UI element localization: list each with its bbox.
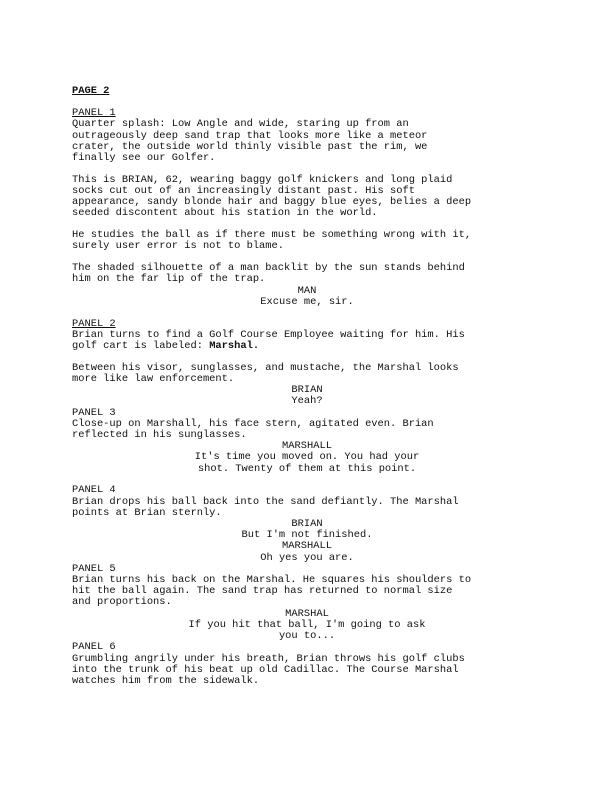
panel-4-label: PANEL 4	[72, 484, 116, 497]
panel-1-character-intro: This is BRIAN, 62, wearing baggy golf knickers and long plaid socks cut out of an increasingly distant past. His soft appearance, sandy blonde hair and baggy blue eyes, belies a deep seeded discontent about his station in the world.	[72, 173, 472, 220]
panel-1-action: He studies the ball as if there must be something wrong with it, surely user error is not to blame.	[72, 229, 472, 253]
panel-6-label: PANEL 6	[72, 641, 116, 654]
panel-3-label: PANEL 3	[72, 406, 116, 419]
panel-2-description	[72, 330, 542, 352]
panel-3-description: Close-up on Marshall, his face stern, agitated even. Brian reflected in his sunglasses.	[72, 417, 434, 442]
panel-5-label: PANEL 5	[72, 562, 116, 575]
panel-1-label: PANEL 1	[72, 107, 116, 120]
panel-2-speaker: BRIAN	[291, 384, 323, 397]
panel-4-speaker-1: BRIAN	[291, 518, 323, 531]
panel-1-speaker: MAN	[297, 284, 317, 297]
panel-5-speaker: MARSHAL	[285, 607, 329, 620]
panel-6-description: Grumbling angrily under his breath, Brian throws his golf clubs into the trunk of his beat up old Cadillac. The Course Marshal watches him from the sidewalk.	[72, 652, 465, 687]
script-page	[72, 86, 542, 687]
panel-4-description: Brian drops his ball back into the sand defiantly. The Marshal points at Brian sternly.	[72, 495, 459, 519]
panel-2-marshal-description: Between his visor, sunglasses, and mustache, the Marshal looks more like law enforcement.	[72, 361, 459, 386]
panel-4-speaker-2: MARSHALL	[282, 540, 332, 553]
panel-1-description: Quarter splash: Low Angle and wide, staring up from an outrageously deep sand trap that looks more like a meteor crater, the outside world thinly visible past the rim, we finally see our Golfer.	[72, 118, 428, 165]
panel-4-dialogue-1: But I'm not finished.	[241, 529, 373, 542]
panel-1-silhouette: The shaded silhouette of a man backlit by the sun stands behind him on the far lip of the trap.	[72, 262, 465, 286]
panel-4-dialogue-2: Oh yes you are.	[260, 551, 354, 564]
panel-2-dialogue: Yeah?	[291, 395, 323, 408]
cart-label-marshal: Marshal.	[209, 340, 260, 353]
panel-5-dialogue: If you hit that ball, I'm going to ask you to...	[188, 618, 426, 643]
panel-5-description: Brian turns his back on the Marshal. He squares his shoulders to hit the ball again. The sand trap has returned to normal size and proportions.	[72, 574, 472, 609]
panel-3-speaker: MARSHALL	[282, 440, 332, 453]
panel-2-description-text: Brian turns to find a Golf Course Employee waiting for him. His golf cart is labeled:	[72, 328, 465, 353]
panel-3-dialogue: It's time you moved on. You had your shot. Twenty of them at this point.	[194, 451, 420, 475]
panel-1-dialogue: Excuse me, sir.	[260, 295, 354, 308]
panel-2-label: PANEL 2	[72, 317, 116, 330]
page-title: PAGE 2	[72, 85, 110, 97]
